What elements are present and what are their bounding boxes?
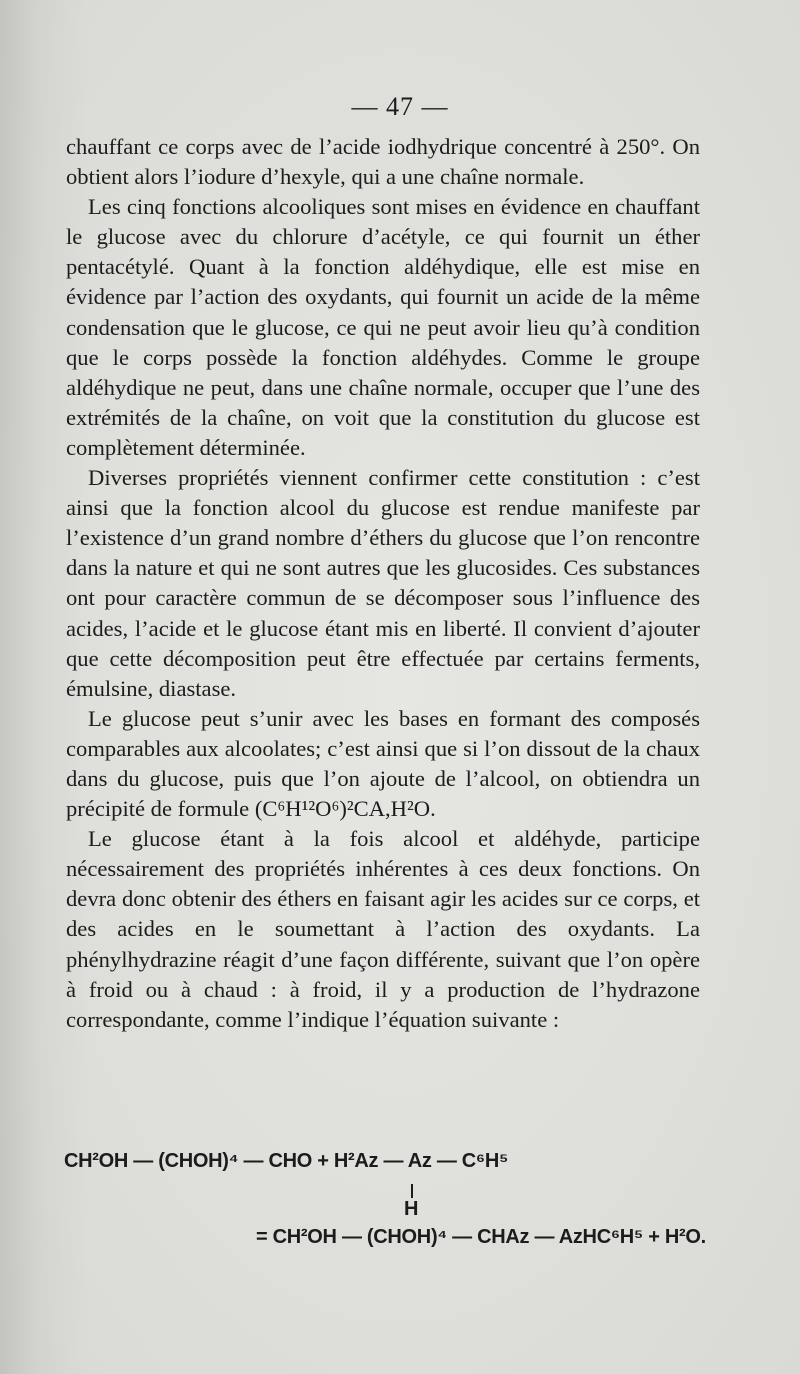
equation-substituent: H bbox=[404, 1198, 419, 1220]
equation-line-1: CH²OH — (CHOH)⁴ — CHO + H²Az — Az — C⁶H⁵ bbox=[64, 1150, 509, 1172]
paragraph: Le glucose peut s’unir avec les bases en formant des composés comparables aux alcoolates; c’est ainsi que si l’on dissout de la chaux dans du glucose, puis que l’on ajoute de l’alcool, on obtiendra un précipité de formule (C⁶H¹²O⁶)²CA,H²O. bbox=[66, 705, 700, 822]
paragraph: Le glucose étant à la fois alcool et aldéhyde, participe nécessairement des propriétés inhérentes à ces deux fonctions. On devra donc obtenir des éthers en faisant agir les acides sur ce corps, et des acides en le soumettant à l’action des oxydants. La phénylhydrazine réagit d’une façon différente, suivant que l’on opère à froid ou à chaud : à froid, il y a production de l’hydrazone correspondante, comme l’indique l’équation suivante : bbox=[66, 826, 700, 1032]
paragraph: Les cinq fonctions alcooliques sont mises en évidence en chauffant le glucose avec du chlorure d’acétyle, ce qui fournit un éther pentacétylé. Quant à la fonction aldéhydique, elle est mise en évidence par l’action des oxydants, qui fournit un acide de la même condensation que le glucose, ce qui ne peut avoir lieu qu’à condition que le corps possède la fonction aldéhydes. Comme le groupe aldéhydique ne peut, dans une chaîne normale, occuper que l’une des extrémités de la chaîne, on voit que la constitution du glucose est complètement déterminée. bbox=[66, 194, 700, 460]
paragraph: chauffant ce corps avec de l’acide iodhydrique concentré à 250°. On obtient alors l’iodure d’hexyle, qui a une chaîne normale. bbox=[66, 134, 700, 190]
page-number: — 47 — bbox=[351, 92, 449, 121]
body-text bbox=[66, 132, 700, 1035]
bond-line bbox=[411, 1184, 413, 1198]
equation-line-2: = CH²OH — (CHOH)⁴ — CHAz — AzHC⁶H⁵ + H²O. bbox=[256, 1226, 706, 1248]
paragraph: Diverses propriétés viennent confirmer cette constitution : c’est ainsi que la fonction alcool du glucose est rendue manifeste par l’existence d’un grand nombre d’éthers du glucose que l’on rencontre dans la nature et qui ne sont autres que les glucosides. Ces substances ont pour caractère commun de se décomposer sous l’influence des acides, l’acide et le glucose étant mis en liberté. Il convient d’ajouter que cette décomposition peut être effectuée par certains ferments, émulsine, diastase. bbox=[66, 465, 700, 701]
